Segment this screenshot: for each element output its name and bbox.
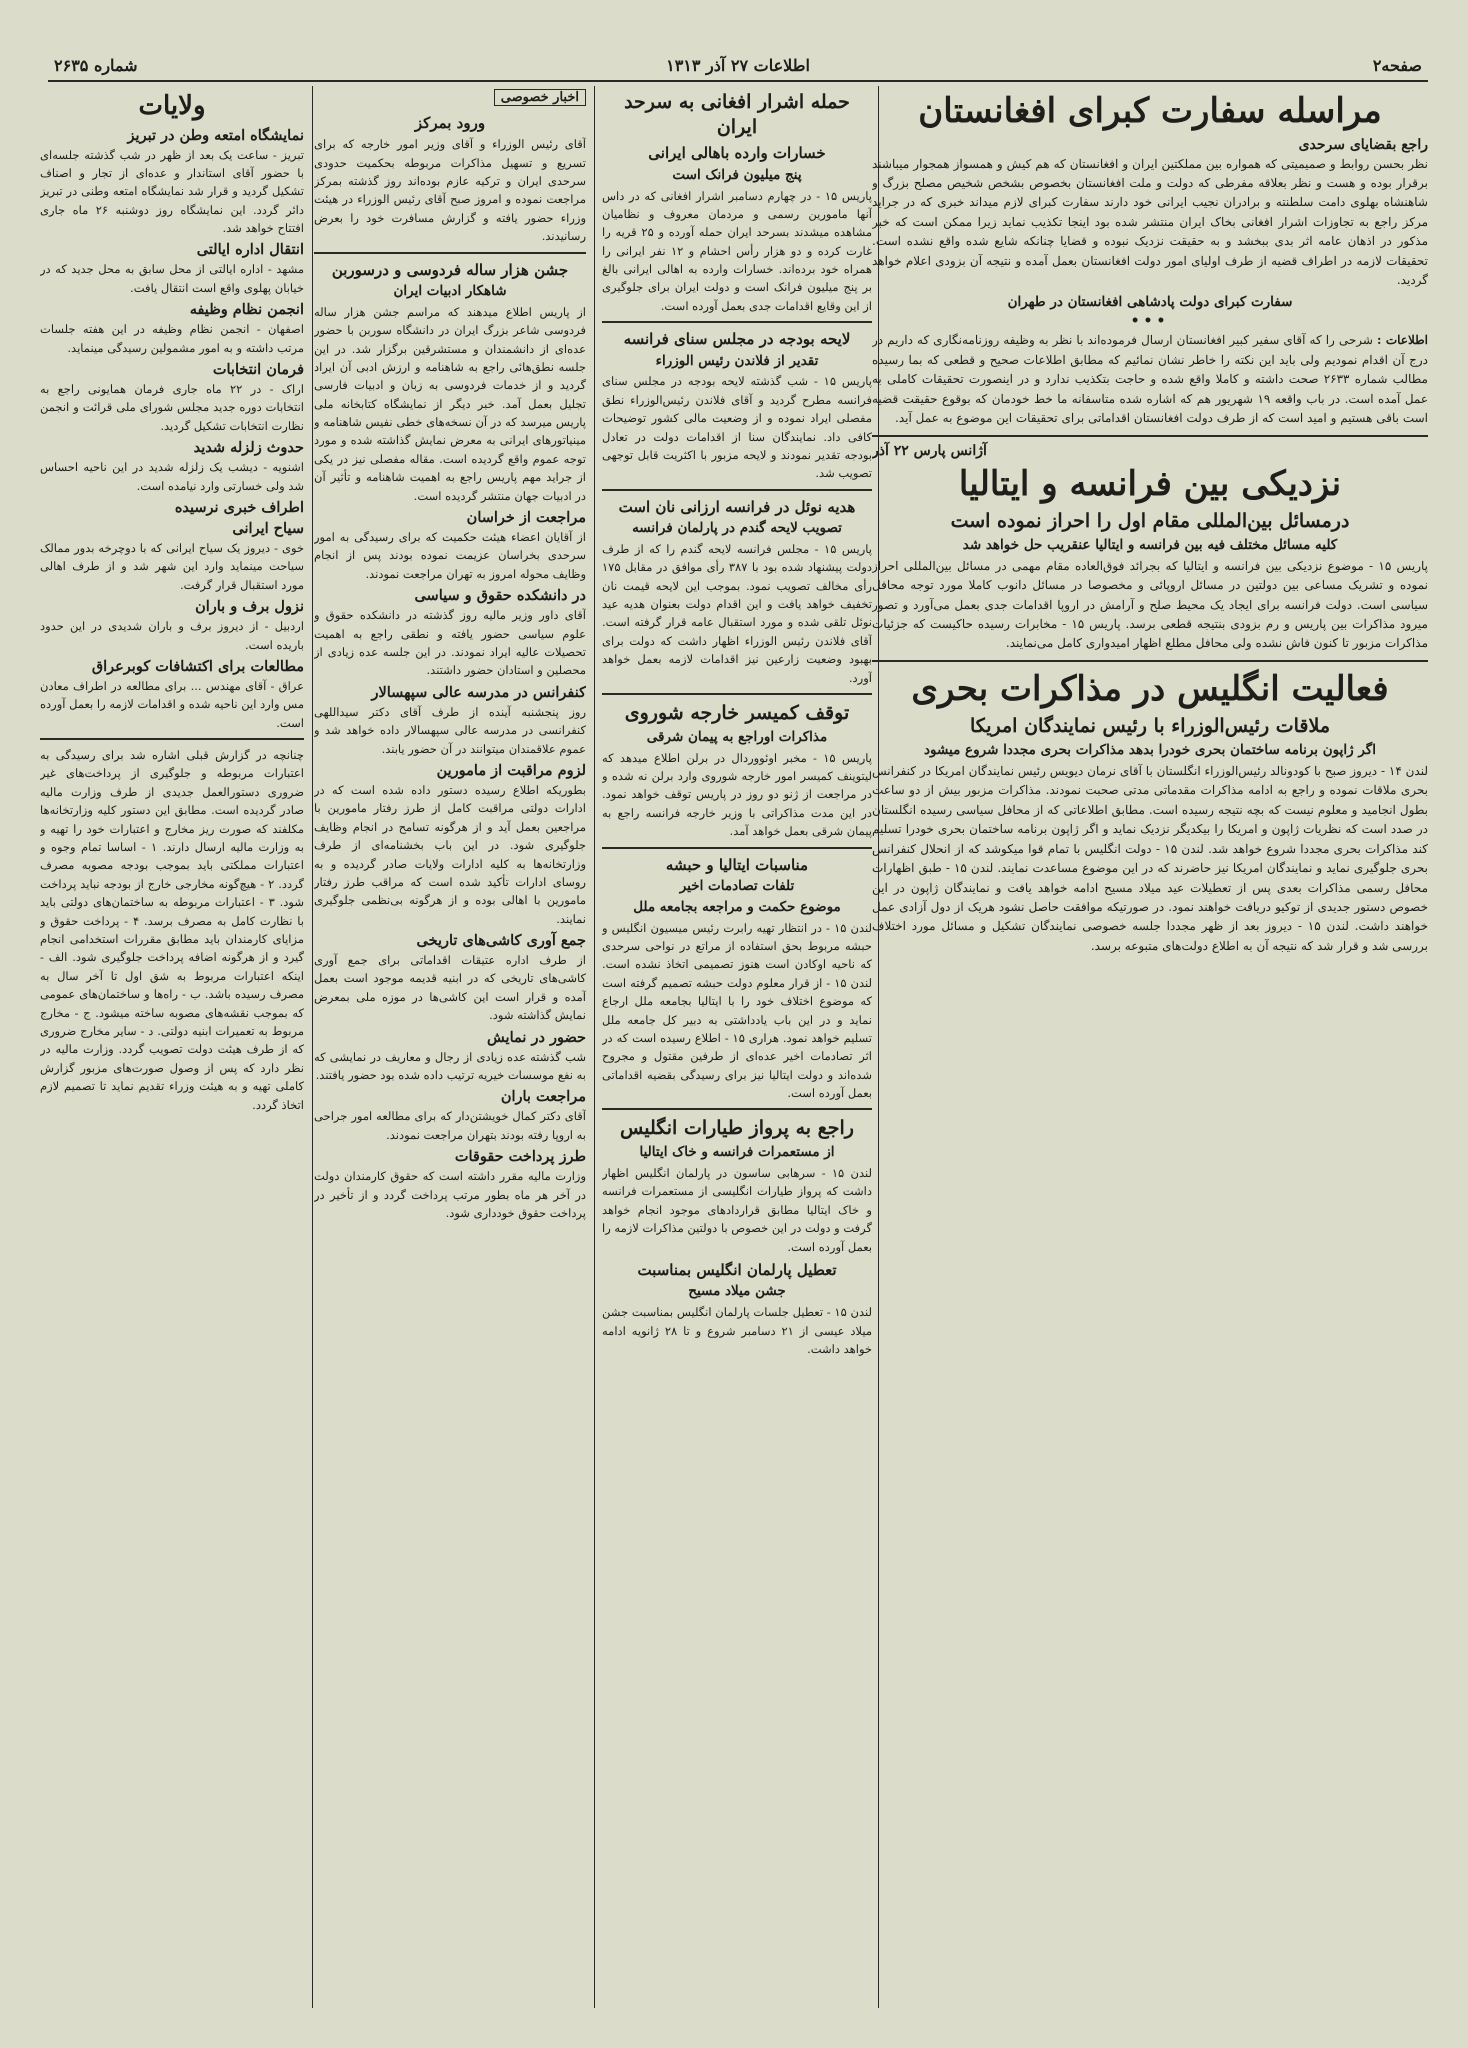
article-senate-budget-title: لایحه بودجه در مجلس سنای فرانسه [623,330,851,349]
article-christmas-bread-subtitle: تصویب لایحه گندم در پارلمان فرانسه [632,519,842,536]
article-senate-budget-body: پاریس ۱۵ - شب گذشته لایحه بودجه در مجلس سنای فرانسه مطرح گردید و آقای فلاندن رئیس‌الوزراء نطق مفصلی ایراد نموده و از وضعیت مالی کشور توضیحات کافی داد. نمایندگان سنا از اقدامات دولت در تعادل بودجه تقدیر نمودند و لایحه مزبور با اکثریت قابل توجهی تصویب شد. [602,374,872,481]
article-italy-ethiopia-body: لندن ۱۵ - در انتظار تهیه رابرت رئیس میسیون انگلیس و حبشه مربوط بحق استفاده از مراتع در نواحی سرحدی که ناحیه اوکادن است هنوز تصمیمی اتخاذ نشده است. لندن ۱۵ - از قرار معلوم دولت حبشه تصمیم گرفته است که موضوع اختلاف خود را با ایتالیا بجامعه ملل ارجاع نماید و در این باب یادداشتی به دبیر کل جامعه ملل تسلیم خواهد نمود. هراری ۱۵ - اطلاع رسیده است که در اثر تصادمات اخیر عده‌ای از طرفین مقتول و مجروح شده‌اند و دولت ایتالیا نیز برای رسیدگی بقضیه اقداماتی بعمل آورده است. [602,920,872,1101]
section-rule [602,847,872,849]
note-label: اطلاعات : [1377,333,1428,348]
section-rule [872,435,1428,437]
separator-dots: ••• [1130,313,1170,330]
article-soviet-commissar-body: پاریس ۱۵ - مخبر اوئووردال در برلن اطلاع میدهد که لیتوینف کمیسر امور خارجه شوروی وارد برلن نه شده و در مراجعت از ژنو دو روز در پاریس توقف خواهد نمود. در این مدت مذاکراتی با وزیر خارجه فرانسه راجع به پیمان شرقی بعمل خواهد آمد. [602,750,872,839]
article-afghan-raid-body: پاریس ۱۵ - در چهارم دسامبر اشرار افغانی که در داس آنها مامورین رسمی و مردمان معروف و نظامیان مشاهده میشدند بسرحد ایران حمله آورده و ۲۵ قریه را غارت کرده و دو هزار رأس احشام و ۱۲ نفر ایرانی را همراه خود برده‌اند. خسارات وارده به اهالی ایرانی بالغ بر پنج میلیون فرانک است و دولت ایران برای جلوگیری از این وقایع اقدامات جدی بعمل آورده است. [602,188,872,313]
article-british-flights-title: راجع به پرواز طیارات انگلیس [620,1117,854,1140]
article-france-italy-title: نزدیکی بین فرانسه و ایتالیا [958,463,1342,504]
issue-number: شماره ۲۶۳۵ [54,56,138,75]
article-naval-talks-title: فعالیت انگلیس در مذاکرات بحری [911,668,1389,709]
prov-exploration-body: عراق - آقای مهندس ... برای مطالعه در اطراف معادن مس وارد این ناحیه شده و اقدامات لازمه را بعمل آورده است. [40,678,304,730]
article-afghan-embassy-title: مراسله سفارت کبرای افغانستان [918,91,1382,131]
column-divider [312,86,313,2008]
article-france-italy-subtitle: درمسائل بین‌المللی مقام اول را احراز نموده است [950,510,1350,533]
news-arrival-title: ورود بمرکز [414,114,486,132]
private-news-label: اخبار خصوصی [494,89,586,106]
prov-conscription-body: اصفهان - انجمن نظام وظیفه در این هفته جلسات مرتب داشته و به امور مشمولین رسیدگی مینماید. [40,322,304,355]
article-christmas-bread-body: پاریس ۱۵ - مجلس فرانسه لایحه گندم را که از طرف دولت پیشنهاد شده بود با ۳۸۷ رأی موافق در مقابل ۱۷۵ رأی مخالف تصویب نمود. بموجب این لایحه قیمت نان تخفیف خواهد یافت و این اقدام دولت بعنوان هدیه عید نوئل تلقی شده و مورد استقبال عامه قرار گرفته است. آقای فلاندن رئیس الوزراء اظهار داشت که دولت برای بهبود وضعیت زارعین نیز اقدامات لازمه بعمل خواهد آورد. [602,541,872,685]
prov-snow-body: اردبیل - از دیروز برف و باران شدیدی در این حدود باریده است. [40,619,304,652]
article-parliament-recess-subtitle: جشن میلاد مسیح [688,1283,786,1300]
news-ferdowsi-subtitle: شاهکار ادبیات ایران [393,282,507,299]
article-italy-ethiopia-subtitle-2: موضوع حکمت و مراجعه بجامعه ملل [633,898,841,915]
news-tiles-body: از طرف اداره عتیقات اقداماتی برای جمع آوری کاشی‌های تاریخی که در ابنیه قدیمه موجود است بعمل آمده و قرار است این کاشی‌ها در موزه ملی بمعرض نمایش گذاشته شود. [314,953,586,1023]
article-senate-budget-subtitle: تقدیر از فلاندن رئیس الوزراء [655,352,819,369]
news-salaries-body: وزارت مالیه مقرر داشته است که حقوق کارمندان دولت در آخر هر ماه بطور مرتب پرداخت گردد و از تأخیر در پرداخت حقوق خودداری شود. [314,1169,586,1220]
article-france-italy-subtitle-2: کلیه مسائل مختلف فیه بین فرانسه و ایتالیا عنقریب حل خواهد شد [962,536,1338,553]
news-salaries-title: طرز پرداخت حقوقات [454,1148,586,1166]
section-rule [872,660,1428,662]
column-3 [314,86,586,2008]
prov-elections-title: فرمان انتخابات [212,361,304,379]
news-sepahsalar-title: کنفرانس در مدرسه عالی سپهسالار [371,683,586,701]
prov-earthquake-title: حدوث زلزله شدید [193,439,304,457]
agency-dateline: آژانس پارس ۲۲ آذر [872,442,987,459]
news-sepahsalar-body: روز پنجشنبه آینده از طرف آقای دکتر سیداللهی کنفرانسی در مدرسه عالی سپهسالار داده خواهد شد و عموم علاقمندان میتوانند در آن حضور یابند. [314,704,586,756]
news-ferdowsi-body: از پاریس اطلاع میدهند که مراسم جشن هزار ساله فردوسی شاعر بزرگ ایران در دانشگاه سوربن با حضور عده‌ای از دانشمندان و مستشرقین برگزار شد. در این جلسه نطق‌هائی راجع به شاهنامه و ارزش ادبی آن ایراد گردید و از خدمات فردوسی به زبان و ادبیات فارسی تجلیل بعمل آمد. خبر دیگر از نمایشگاه کتابخانه ملی پاریس میرسد که در آن نسخه‌های خطی نفیس شاهنامه و مینیاتورهای ایرانی به معرض نمایش گذاشته شده و مورد توجه عموم واقع گردیده است. مقاله مفصلی نیز در یکی از جراید مهم پاریس راجع به اهمیت شاهنامه و تأثیر آن در ادبیات جهان منتشر گردیده است. [314,304,586,503]
prov-transfer-title: انتقال اداره ایالتی [196,241,304,259]
section-rule [314,252,586,254]
prov-traveler-body: خوی - دیروز یک سیاح ایرانی که با دوچرخه بدور ممالک سیاحت مینماید وارد این شهر شد و از طرف اهالی مورد استقبال قرار گرفت. [40,540,304,592]
prov-exploration-title: مطالعات برای اکتشافات کوبرعراق [91,657,304,675]
article-afghan-raid-title: حمله اشرار افغانی به سرحد ایران [624,91,850,138]
prov-no-news-title: اطراف خبری نرسیده [174,498,304,516]
column-2 [602,86,872,2008]
news-show-body: شب گذشته عده زیادی از رجال و معاریف در نمایشی که به نفع موسسات خیریه ترتیب داده شده بود حضور یافتند. [314,1049,586,1083]
section-rule [602,693,872,695]
masthead [48,52,1428,82]
article-italy-ethiopia-title: مناسبات ایتالیا و حبشه [665,855,809,874]
section-rule [602,321,872,323]
news-khorasan-body: از آقایان اعضاء هیئت حکمیت که برای رسیدگی به امور سرحدی بخراسان عزیمت نموده بودند پس از انجام وظایف محوله امروز به تهران مراجعت نمودند. [314,530,586,581]
column-divider [594,86,595,2008]
news-officials-title: لزوم مراقبت از مامورین [436,761,586,779]
news-law-school-title: در دانشکده حقوق و سیاسی [414,587,586,605]
prov-traveler-title: سیاح ایرانی [232,519,304,537]
article-afghan-embassy-note: شرحی را که آقای سفیر کبیر افغانستان ارسال فرموده‌اند با نظر به وظیفه روزنامه‌نگاری که داریم در درج آن اقدام نمودیم ولی باید این نکته را خاطر نشان نمائیم که مطابق اطلاعات صحیح و قطعی که بما رسیده مطالب شماره ۲۶۳۳ صحت داشته و کاملا واقع شده و حاجت بتکذیب ندارد و در اینصورت تحقیقات کاملی به عمل آمده است. در باب واقعه ۱۹ شهریور هم که اشاره شده متاسفانه ما خط خودمان که بوقوع حقیقت قضیه است باقی هستیم و امید است که از طرف دولت افغانستان اقداماتی برای تحقیقات این موضوع به عمل آید. [872,333,1428,426]
article-france-italy-body: پاریس ۱۵ - موضوع نزدیکی بین فرانسه و ایتالیا که بجرائد فوق‌العاده مقام مهمی در مسائل بین‌المللی احراز نموده و تشریک مساعی بین دولتین در مسائل اروپائی و مخصوصا در مسائل دانوب کاملا مورد توجه محافل سیاسی است. دولت فرانسه برای ایجاد یک محیط صلح و آرامش در اروپا اقدامات جدی بعمل می‌آورد و تصور میرود مذاکرات بین پاریس و رم بزودی بنتیجه قطعی برسد. پاریس ۱۵ - مخابرات رسیده حاکیست که جزئیات مذاکرات مزبور تا کنون فاش نشده ولی محافل مطلع اظهار امیدواری کامل می‌نمایند. [872,558,1428,651]
section-rule [602,489,872,491]
article-christmas-bread-title: هدیه نوئل در فرانسه ارزانی نان است [618,497,856,516]
prov-conscription-title: انجمن نظام وظیفه [189,301,304,319]
article-parliament-recess-body: لندن ۱۵ - تعطیل جلسات پارلمان انگلیس بمناسبت جشن میلاد عیسی از ۲۱ دسامبر شروع و تا ۲۸ ژانویه ادامه خواهد داشت. [602,1305,872,1356]
prov-snow-title: نزول برف و باران [195,598,304,616]
article-british-flights-body: لندن ۱۵ - سرهابی ساسون در پارلمان انگلیس اظهار داشت که پرواز طیارات انگلیسی از مستعمرات فرانسه و خاک ایتالیا مطابق قراردادهای موجود انجام خواهد گرفت و دولت در این خصوص با دولتین مذاکرات لازمه را بعمل آورده است. [602,1166,872,1254]
provinces-title: ولایات [138,91,206,121]
prov-tabriz-title: نمایشگاه امتعه وطن در تبریز [127,126,304,144]
news-return-title: مراجعت باران [500,1088,586,1106]
article-afghan-raid-subtitle-2: پنج میلیون فرانک است [672,166,802,183]
article-soviet-commissar-subtitle: مذاکرات اوراجع به پیمان شرقی [646,728,828,745]
article-naval-talks-subtitle: ملاقات رئیس‌الوزراء با رئیس نمایندگان امریکا [969,715,1331,738]
news-ferdowsi-title: جشن هزار ساله فردوسی و درسوربن [331,260,569,279]
news-law-school-body: آقای داور وزیر مالیه روز گذشته در دانشکده حقوق و علوم سیاسی حضور یافته و نطقی راجع به اهمیت تحصیلات عالیه ایراد نمودند. در این جلسه عده زیادی از محصلین و استادان حضور داشتند. [314,608,586,678]
section-rule [40,738,304,740]
finance-continuation-body: چنانچه در گزارش قبلی اشاره شد برای رسیدگی به اعتبارات مربوطه و جلوگیری از پرداخت‌های غیر ضروری دستورالعمل جدیدی از طرف وزارت مالیه صادر گردیده است. مطابق این دستور کلیه وزارتخانه‌ها مکلفند که صورت ریز مخارج و اعتبارات خود را تهیه و به وزارت مالیه ارسال دارند. ۱ - اساسا تمام وجوه و اعتبارات مملکتی باید بموجب بودجه مصوبه مصرف گردد. ۲ - هیچ‌گونه مخارجی خارج از بودجه نباید پرداخت شود. ۳ - اعتبارات مربوطه به ساختمان‌های دولتی باید با نظارت کامل به مصرف برسد. ۴ - پرداخت حقوق و مزایای کارمندان باید مطابق مقررات استخدامی انجام گیرد و از هرگونه اضافه پرداخت جلوگیری شود. الف - اینکه اعتبارات مربوط به شق اول تا آخر سال به مصرف رسیده باشد. ب - راه‌ها و ساختمان‌های عمومی که بموجب نقشه‌های مصوبه ساخته میشود. ج - مخارج مربوط به تعمیرات ابنیه دولتی. د - سایر مخارج ضروری که از طرف هیئت دولت تصویب گردد. وزارت مالیه در نظر دارد که پس از وصول صورت‌های مزبور گزارش کاملی تهیه و به هیئت وزراء تقدیم نماید تا تصمیم لازم اتخاذ گردد. [40,748,304,1112]
prov-elections-body: اراک - در ۲۲ ماه جاری فرمان همایونی راجع به انتخابات دوره جدید مجلس شورای ملی قرائت و انجمن نظارت انتخابات تشکیل گردید. [40,382,304,433]
news-show-title: حضور در نمایش [487,1028,586,1046]
news-arrival-body: آقای رئیس الوزراء و آقای وزیر امور خارجه که برای تسریع و تسهیل مذاکرات مربوطه بحکمیت حدودی سرحدی ایران و ترکیه عازم بوده‌اند روز گذشته بمرکز مراجعت نموده و امروز صبح آقای رئیس الوزراء در هیئت وزراء حضور یافته و گزارش مسافرت خود را بعرض رسانیدند. [314,137,586,244]
masthead-date: اطلاعات ۲۷ آذر ۱۳۱۳ [666,56,810,75]
prov-earthquake-body: اشنویه - دیشب یک زلزله شدید در این ناحیه احساس شد ولی خسارتی وارد نیامده است. [40,460,304,493]
prov-transfer-body: مشهد - اداره ایالتی از محل سابق به محل جدید که در خیابان پهلوی واقع است انتقال یافت. [40,262,304,295]
article-afghan-embassy-subtitle: راجع بقضایای سرحدی [1298,136,1428,153]
article-afghan-embassy-body: نظر بحسن روابط و صمیمیتی که همواره بین مملکتین ایران و افغانستان که هم کیش و همسواز همجوار میباشند برقرار بوده و هست و نظر بعلاقه مفرطی که دولت و ملت افغانستان بخصوص بشخص شخیص مصلح بزرگ و شاهنشاه بهلوی دامت سلطنته و برادران نجیب ایرانی خود دارند سفارت کبرای لازم میداند خبری که در جراید مرکز راجع به تجاوزات اشرار افغانی بخاک ایران منتشر شده بود اینجا تکذیب نماید زیرا ممکن است که خبر مذکور در اذهان عامه اثر بدی ببخشد و به حقیقت نزدیک نبوده و قضایا چنانکه شایع شده واقع نشده است. تحقیقات لازمه در اطراف قضیه از طرف اولیای امور دولت افغانستان بعمل آمده و نتیجه آن بزودی اعلام خواهد گردید. [872,156,1428,288]
prov-tabriz-body: تبریز - ساعت یک بعد از ظهر در شب گذشته جلسه‌ای با حضور آقای استاندار و عده‌ای از تجار و اصناف تشکیل گردید و قرار شد نمایشگاه امتعه وطنی در تبریز دائر گردد. این نمایشگاه روز دوشنبه ۲۶ ماه جاری افتتاح خواهد شد. [40,147,304,236]
news-officials-body: بطوریکه اطلاع رسیده دستور داده شده است که در ادارات دولتی مراقبت کامل از طرز رفتار مامورین با مراجعین بعمل آید و از هرگونه تسامح در انجام وظایف جلوگیری شود. در این باب بخشنامه‌ای از طرف وزارتخانه‌ها به کلیه ادارات ولایات صادر گردیده و به روسای ادارات تأکید شده است که مراقب طرز رفتار مامورین با اهالی بوده و از هرگونه بی‌نظمی جلوگیری نمایند. [314,782,586,926]
section-rule [602,1108,872,1110]
article-parliament-recess-title: تعطیل پارلمان انگلیس بمناسبت [637,1261,837,1279]
article-afghan-embassy-signature: سفارت کبرای دولت پادشاهی افغانستان در طهران [1007,293,1293,310]
column-divider [878,86,879,2008]
column-4 [40,86,304,2008]
news-tiles-title: جمع آوری کاشی‌های تاریخی [416,932,586,950]
article-italy-ethiopia-subtitle: تلفات تصادمات اخیر [679,877,795,894]
article-british-flights-subtitle: از مستعمرات فرانسه و خاک ایتالیا [639,1144,835,1161]
article-soviet-commissar-title: توقف کمیسر خارجه شوروی [624,702,850,724]
article-naval-talks-body: لندن ۱۴ - دیروز صبح با کودونالد رئیس‌الوزراء انگلستان با آقای نرمان دیویس رئیس نمایندگان امریکا در کنفرانس بحری ملاقات نموده و راجع به ادامه مذاکرات مقدماتی مدتی صحبت نمودند. مذاکرات مزبور بیش از دو ساعت بطول انجامید و معلوم نیست که بچه نتیجه رسیده است. مطابق اطلاعاتی که از محافل سیاسی رسیده انگلستان در صدد است که نظریات ژاپون و امریکا را بیکدیگر نزدیک نماید و اگر ژاپون برنامه ساختمان بحری خودرا تسلیم کند مذاکرات بحری مجددا شروع خواهد شد. لندن ۱۵ - دولت انگلیس با تمام قوا میکوشد که از انحلال کنفرانس بحری جلوگیری نماید و نمایندگان امریکا نیز حاضرند که در این موضوع مساعدت نمایند. لندن ۱۵ - طبق اظهارات محافل رسمی مذاکرات بعدی پس از تعطیلات عید میلاد مسیح ادامه خواهد یافت و نمایندگان ژاپون در این خصوص دستور جدیدی از توکیو دریافت خواهند نمود. در صورتیکه موافقت حاصل نشود هریک از دول آزادی عمل خواهند داشت. لندن ۱۵ - دیروز بعد از ظهر مجددا جلسه خصوصی نمایندگان تشکیل و مسائل مورد اختلاف بررسی شد و قرار شد که نتیجه آن به اطلاع دولت‌های متبوعه برسد. [872,763,1428,953]
column-1 [872,86,1428,2008]
article-naval-talks-subtitle-2: اگر ژاپون برنامه ساختمان بحری خودرا بدهد مذاکرات بحری مجددا شروع میشود [924,742,1376,759]
news-khorasan-title: مراجعت از خراسان [466,509,586,527]
article-afghan-raid-subtitle: خسارات وارده باهالی ایرانی [648,144,826,163]
page-number: صفحه۲ [1372,56,1422,75]
news-return-body: آقای دکتر کمال خویشتن‌دار که برای مطالعه امور جراحی به اروپا رفته بودند بتهران مراجعت نمودند. [314,1109,586,1142]
